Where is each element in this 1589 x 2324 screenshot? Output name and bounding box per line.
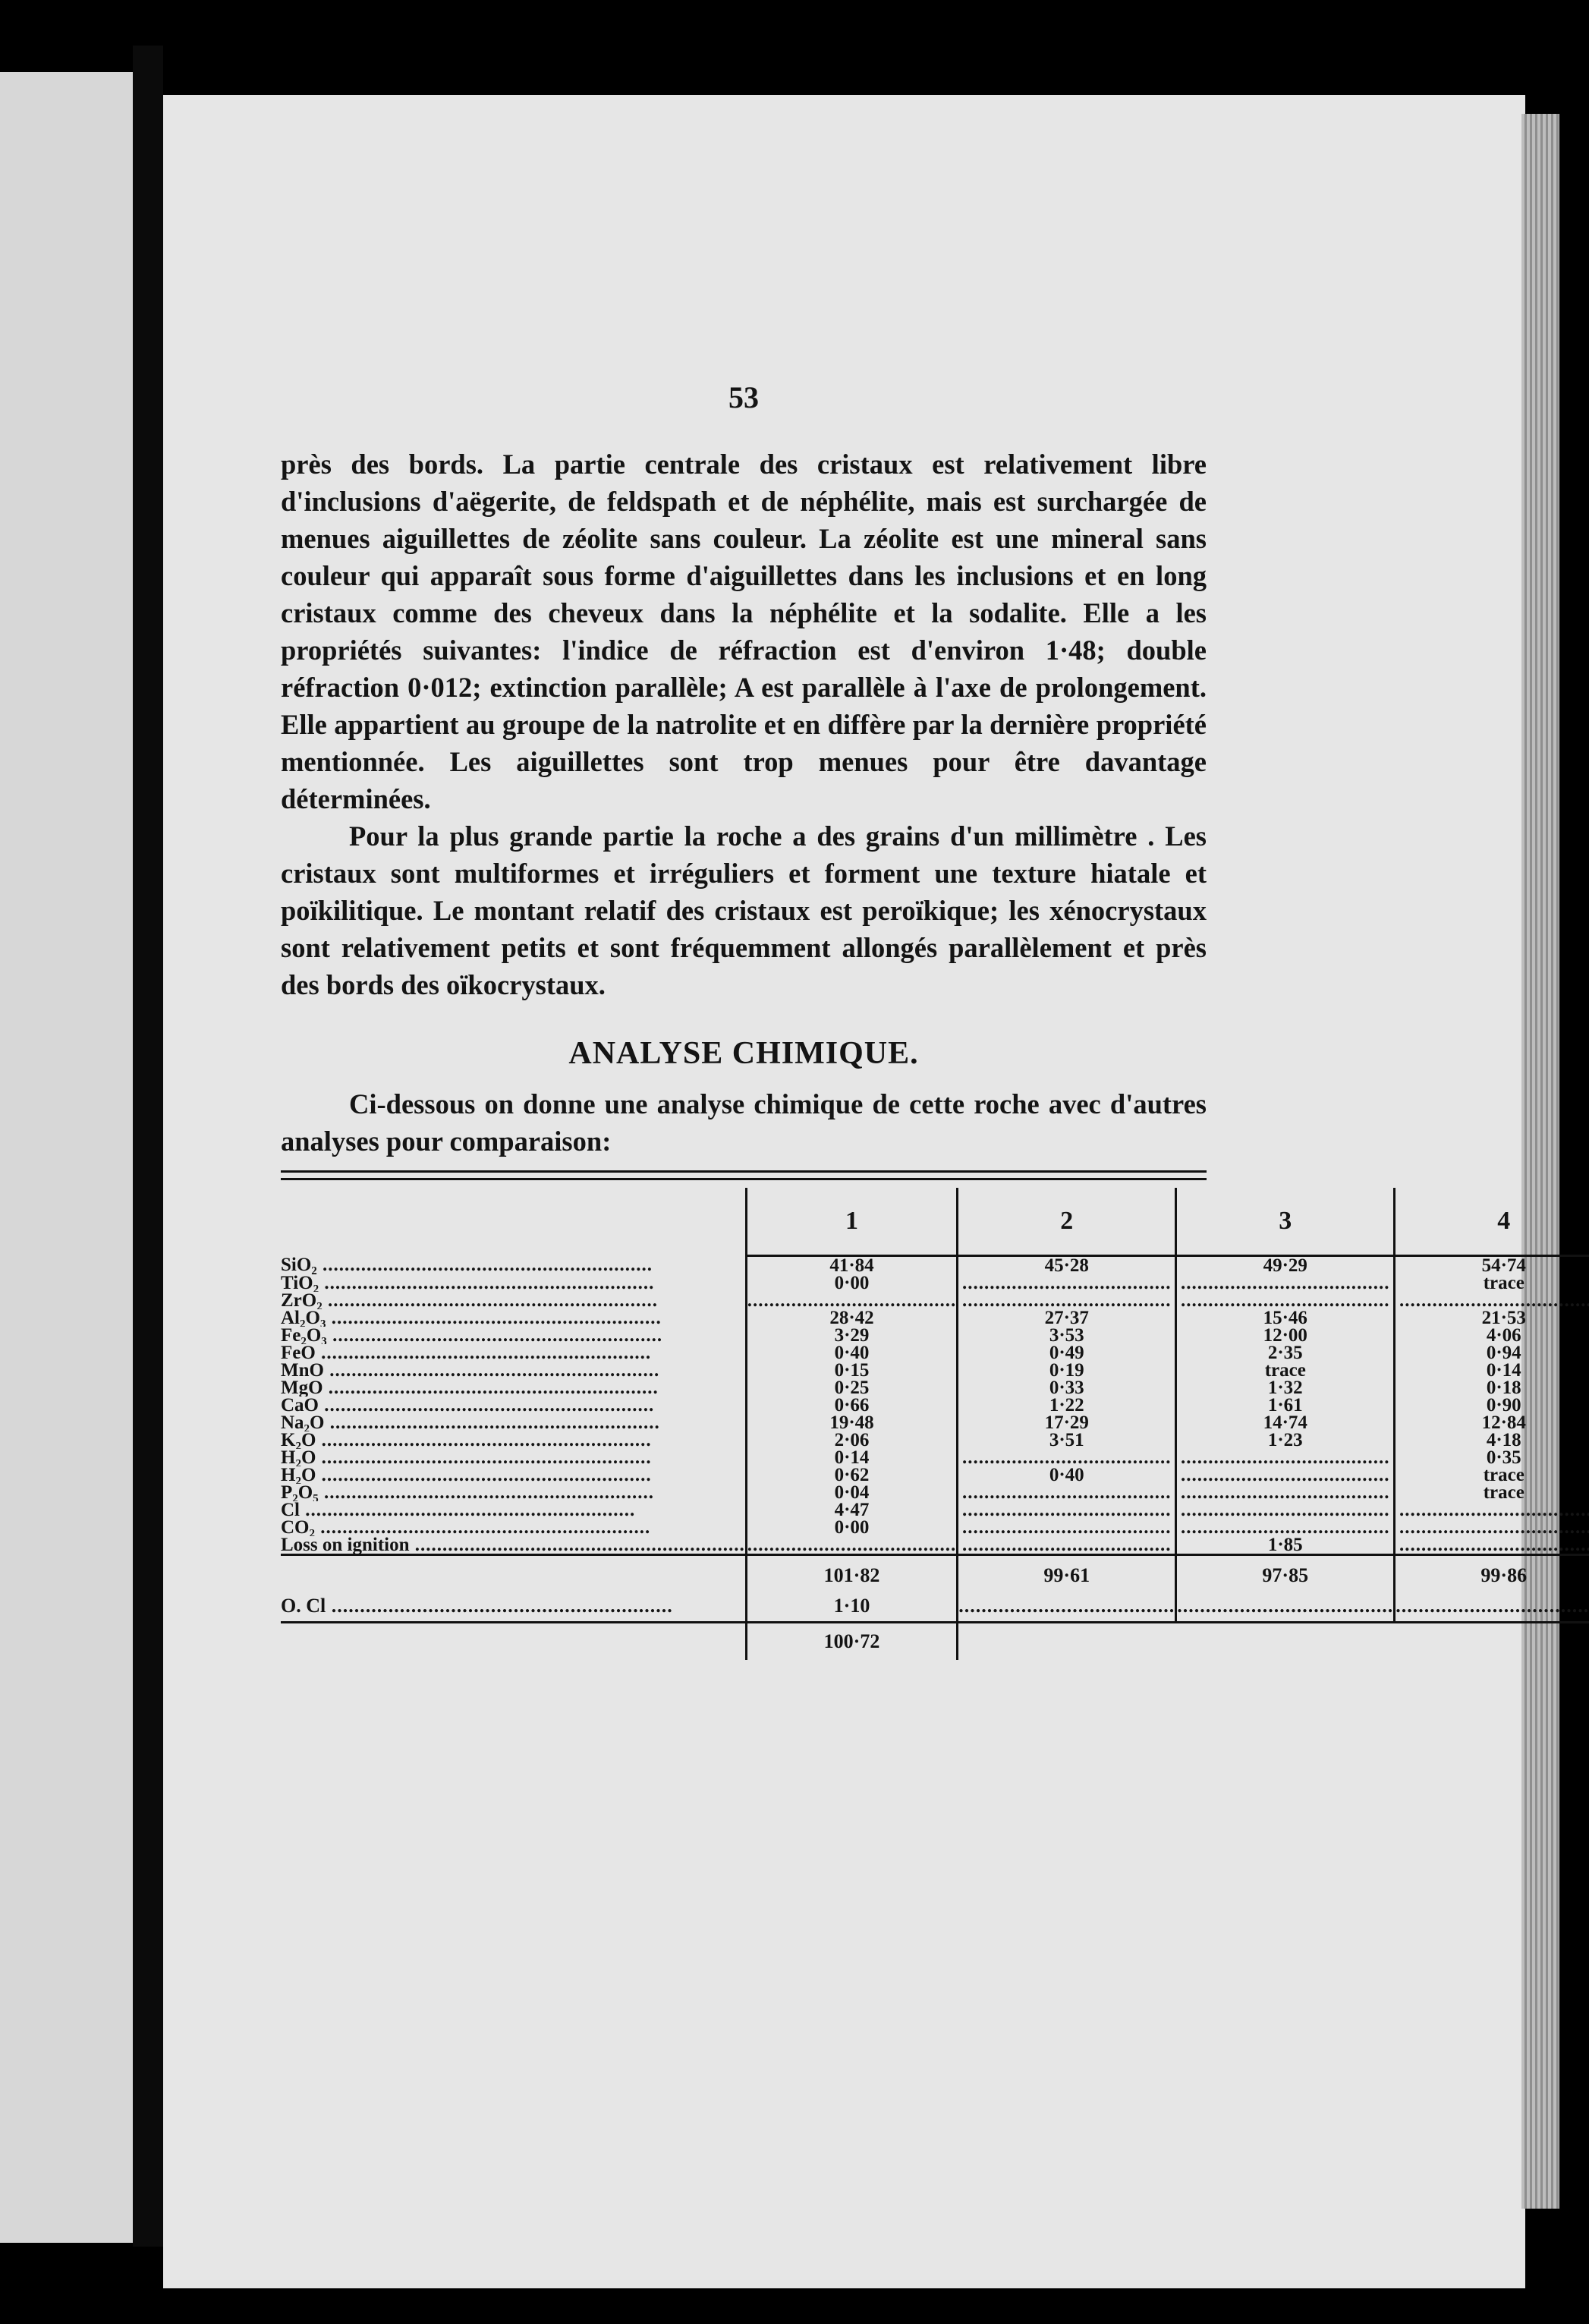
value-cell: 15·46 <box>1176 1309 1395 1327</box>
total-value: 99·86 <box>1395 1555 1589 1592</box>
page-content <box>281 379 1528 1660</box>
row-label-text: Loss on ignition ..... <box>281 1536 745 1555</box>
final-empty-cell <box>1395 1623 1589 1661</box>
facing-page-edge <box>0 72 133 2243</box>
table-row <box>281 1397 1589 1414</box>
paragraph-1: près des bords. La partie centrale des cristaux est relativement libre d'inclusions d'aëgerite, de feldspath et de néphélite, mais est surchargée de menues aiguillettes de zéolite sans couleur. La zéolite est une mineral sans couleur qui apparaît sous forme d'aiguillettes dans les inclusions et en long cristaux comme des cheveux dans la néphélite et la sodalite. Elle a les propriétés suivantes: l'indice de réfraction est d'environ 1·48; double réfraction 0·012; extinction parallèle; A est parallèle à l'axe de prolongement. Elle appartient au groupe de la natrolite et en diffère par la dernière propriété mentionnée. Les aiguillettes sont trop menues pour être davantage déterminées. <box>281 449 1207 814</box>
row-label <box>281 1362 746 1379</box>
value-cell: 27·37 <box>958 1309 1176 1327</box>
empty-cell <box>1395 1591 1589 1623</box>
final-empty-cell <box>1176 1623 1395 1661</box>
paragraph-2: Pour la plus grande partie la roche a des grains d'un millimètre . Les cristaux sont multiformes et irréguliers et forment une texture hiatale et poïkilitique. Le montant relatif des cristaux est peroïkique; les xénocrystaux sont relativement petits et sont fréquemment allongés parallèlement et près des bords des oïkocrystaux. <box>281 820 1207 1000</box>
table-row <box>281 1362 1589 1379</box>
total-value: 99·61 <box>958 1555 1176 1592</box>
table-top-rule <box>281 1170 1207 1180</box>
row-label <box>281 1256 746 1275</box>
value-cell: 4·06 <box>1395 1327 1589 1344</box>
row-label-text: CO₂ ..... <box>281 1519 650 1536</box>
table-row <box>281 1309 1589 1327</box>
table-row <box>281 1414 1589 1431</box>
value-cell: 0·66 <box>746 1397 958 1414</box>
value-cell <box>1176 1466 1395 1484</box>
value-cell: 28·42 <box>746 1309 958 1327</box>
section-title: ANALYSE CHIMIQUE. <box>568 1036 919 1071</box>
value-cell: 0·15 <box>746 1362 958 1379</box>
row-label-text: MnO ..... <box>281 1362 659 1379</box>
value-cell <box>958 1519 1176 1536</box>
value-cell: 12·00 <box>1176 1327 1395 1344</box>
totals-row <box>281 1555 1589 1592</box>
value-cell: trace <box>1395 1466 1589 1484</box>
value-cell <box>958 1449 1176 1466</box>
o-cl-label <box>281 1591 746 1623</box>
value-cell: trace <box>1176 1362 1395 1379</box>
value-cell: 0·40 <box>746 1344 958 1362</box>
value-cell: 45·28 <box>958 1256 1176 1275</box>
value-cell: 0·94 <box>1395 1344 1589 1362</box>
row-label-text: ZrO₂ ..... <box>281 1292 658 1309</box>
table-header-row <box>281 1188 1589 1256</box>
row-label <box>281 1292 746 1309</box>
empty-cell <box>1176 1591 1395 1623</box>
value-cell <box>1395 1519 1589 1536</box>
row-label <box>281 1501 746 1519</box>
table-row <box>281 1536 1589 1555</box>
value-cell <box>1176 1274 1395 1292</box>
value-cell <box>1176 1484 1395 1501</box>
row-label <box>281 1449 746 1466</box>
row-label-text: H₂O ..... <box>281 1466 652 1484</box>
value-cell: 4·18 <box>1395 1431 1589 1449</box>
book-gutter <box>133 46 163 2247</box>
value-cell: 54·74 <box>1395 1256 1589 1275</box>
value-cell: 21·53 <box>1395 1309 1589 1327</box>
table-row <box>281 1466 1589 1484</box>
chemical-analysis-table <box>281 1188 1589 1660</box>
value-cell: trace <box>1395 1484 1589 1501</box>
value-cell: 3·29 <box>746 1327 958 1344</box>
o-cl-value: 1·10 <box>746 1591 958 1623</box>
table-row <box>281 1327 1589 1344</box>
row-label-text: FeO ..... <box>281 1344 651 1362</box>
value-cell: 0·25 <box>746 1379 958 1397</box>
page-number: 53 <box>728 380 759 414</box>
final-empty-cell <box>958 1623 1176 1661</box>
value-cell <box>958 1501 1176 1519</box>
value-cell <box>1395 1536 1589 1555</box>
value-cell: 1·61 <box>1176 1397 1395 1414</box>
row-label-text: Al₂O₃ ..... <box>281 1309 662 1327</box>
value-cell: 4·47 <box>746 1501 958 1519</box>
value-cell: 41·84 <box>746 1256 958 1275</box>
row-label <box>281 1309 746 1327</box>
row-label <box>281 1466 746 1484</box>
table-row <box>281 1292 1589 1309</box>
value-cell: 2·35 <box>1176 1344 1395 1362</box>
row-label-text: TiO₂ ..... <box>281 1274 654 1292</box>
value-cell: 1·85 <box>1176 1536 1395 1555</box>
value-cell <box>1176 1292 1395 1309</box>
totals-label <box>281 1555 746 1592</box>
row-label <box>281 1327 746 1344</box>
value-cell: 0·19 <box>958 1362 1176 1379</box>
value-cell: 14·74 <box>1176 1414 1395 1431</box>
value-cell: 1·22 <box>958 1397 1176 1414</box>
table-body <box>281 1256 1589 1661</box>
total-value: 101·82 <box>746 1555 958 1592</box>
row-label-text: CaO ..... <box>281 1397 654 1414</box>
value-cell: 12·84 <box>1395 1414 1589 1431</box>
empty-cell <box>958 1591 1176 1623</box>
row-label-text: Cl ..... <box>281 1501 635 1519</box>
value-cell: 17·29 <box>958 1414 1176 1431</box>
value-cell: 49·29 <box>1176 1256 1395 1275</box>
row-label <box>281 1344 746 1362</box>
value-cell <box>958 1484 1176 1501</box>
table-row <box>281 1501 1589 1519</box>
value-cell <box>1395 1501 1589 1519</box>
table-row <box>281 1274 1589 1292</box>
table-row <box>281 1519 1589 1536</box>
value-cell: 19·48 <box>746 1414 958 1431</box>
intro-text <box>281 1085 1207 1160</box>
row-label <box>281 1519 746 1536</box>
total-value: 97·85 <box>1176 1555 1395 1592</box>
row-label <box>281 1274 746 1292</box>
value-cell <box>746 1536 958 1555</box>
row-label-text: SiO₂ ..... <box>281 1256 653 1275</box>
table-row <box>281 1484 1589 1501</box>
row-label <box>281 1379 746 1397</box>
table-row <box>281 1344 1589 1362</box>
row-label-text: P₂O₅ ..... <box>281 1484 654 1501</box>
row-label <box>281 1397 746 1414</box>
value-cell: 0·35 <box>1395 1449 1589 1466</box>
intro-paragraph: Ci-dessous on donne une analyse chimique de cette roche avec d'autres analyses pour comparaison: <box>281 1088 1207 1157</box>
table-row <box>281 1449 1589 1466</box>
final-total-label <box>281 1623 746 1661</box>
row-label <box>281 1414 746 1431</box>
value-cell: 0·90 <box>1395 1397 1589 1414</box>
value-cell: 3·53 <box>958 1327 1176 1344</box>
row-label-text: Fe₂O₃ ..... <box>281 1327 662 1344</box>
column-header-4: 4 <box>1395 1188 1589 1256</box>
value-cell: 0·14 <box>1395 1362 1589 1379</box>
value-cell: 2·06 <box>746 1431 958 1449</box>
value-cell: 0·33 <box>958 1379 1176 1397</box>
value-cell: 0·49 <box>958 1344 1176 1362</box>
value-cell: 0·00 <box>746 1519 958 1536</box>
column-header-1: 1 <box>746 1188 958 1256</box>
body-text <box>281 446 1207 1003</box>
o-cl-label-text: O. Cl ..... <box>281 1595 673 1617</box>
final-total-row <box>281 1623 1589 1661</box>
value-cell: 0·62 <box>746 1466 958 1484</box>
row-label <box>281 1536 746 1555</box>
value-cell: 0·04 <box>746 1484 958 1501</box>
value-cell <box>958 1274 1176 1292</box>
row-label <box>281 1484 746 1501</box>
value-cell <box>958 1292 1176 1309</box>
value-cell: 0·14 <box>746 1449 958 1466</box>
value-cell <box>1176 1501 1395 1519</box>
value-cell: 0·00 <box>746 1274 958 1292</box>
row-label-text: K₂O ..... <box>281 1431 652 1449</box>
value-cell: 0·40 <box>958 1466 1176 1484</box>
value-cell: 0·18 <box>1395 1379 1589 1397</box>
table-row <box>281 1256 1589 1275</box>
value-cell: 1·32 <box>1176 1379 1395 1397</box>
value-cell <box>958 1536 1176 1555</box>
final-total-value: 100·72 <box>746 1623 958 1661</box>
row-label-text: Na₂O ..... <box>281 1414 660 1431</box>
value-cell: trace <box>1395 1274 1589 1292</box>
row-label <box>281 1431 746 1449</box>
row-label-text: H₂O ..... <box>281 1449 652 1466</box>
column-header-2: 2 <box>958 1188 1176 1256</box>
value-cell <box>1176 1449 1395 1466</box>
value-cell <box>1395 1292 1589 1309</box>
page-stack-edge <box>1521 114 1559 2209</box>
header-label-cell <box>281 1188 746 1256</box>
value-cell <box>1176 1519 1395 1536</box>
value-cell: 3·51 <box>958 1431 1176 1449</box>
row-label-text: MgO ..... <box>281 1379 659 1397</box>
table-row <box>281 1431 1589 1449</box>
value-cell <box>746 1292 958 1309</box>
value-cell: 1·23 <box>1176 1431 1395 1449</box>
table-row <box>281 1379 1589 1397</box>
column-header-3: 3 <box>1176 1188 1395 1256</box>
o-cl-row <box>281 1591 1589 1623</box>
